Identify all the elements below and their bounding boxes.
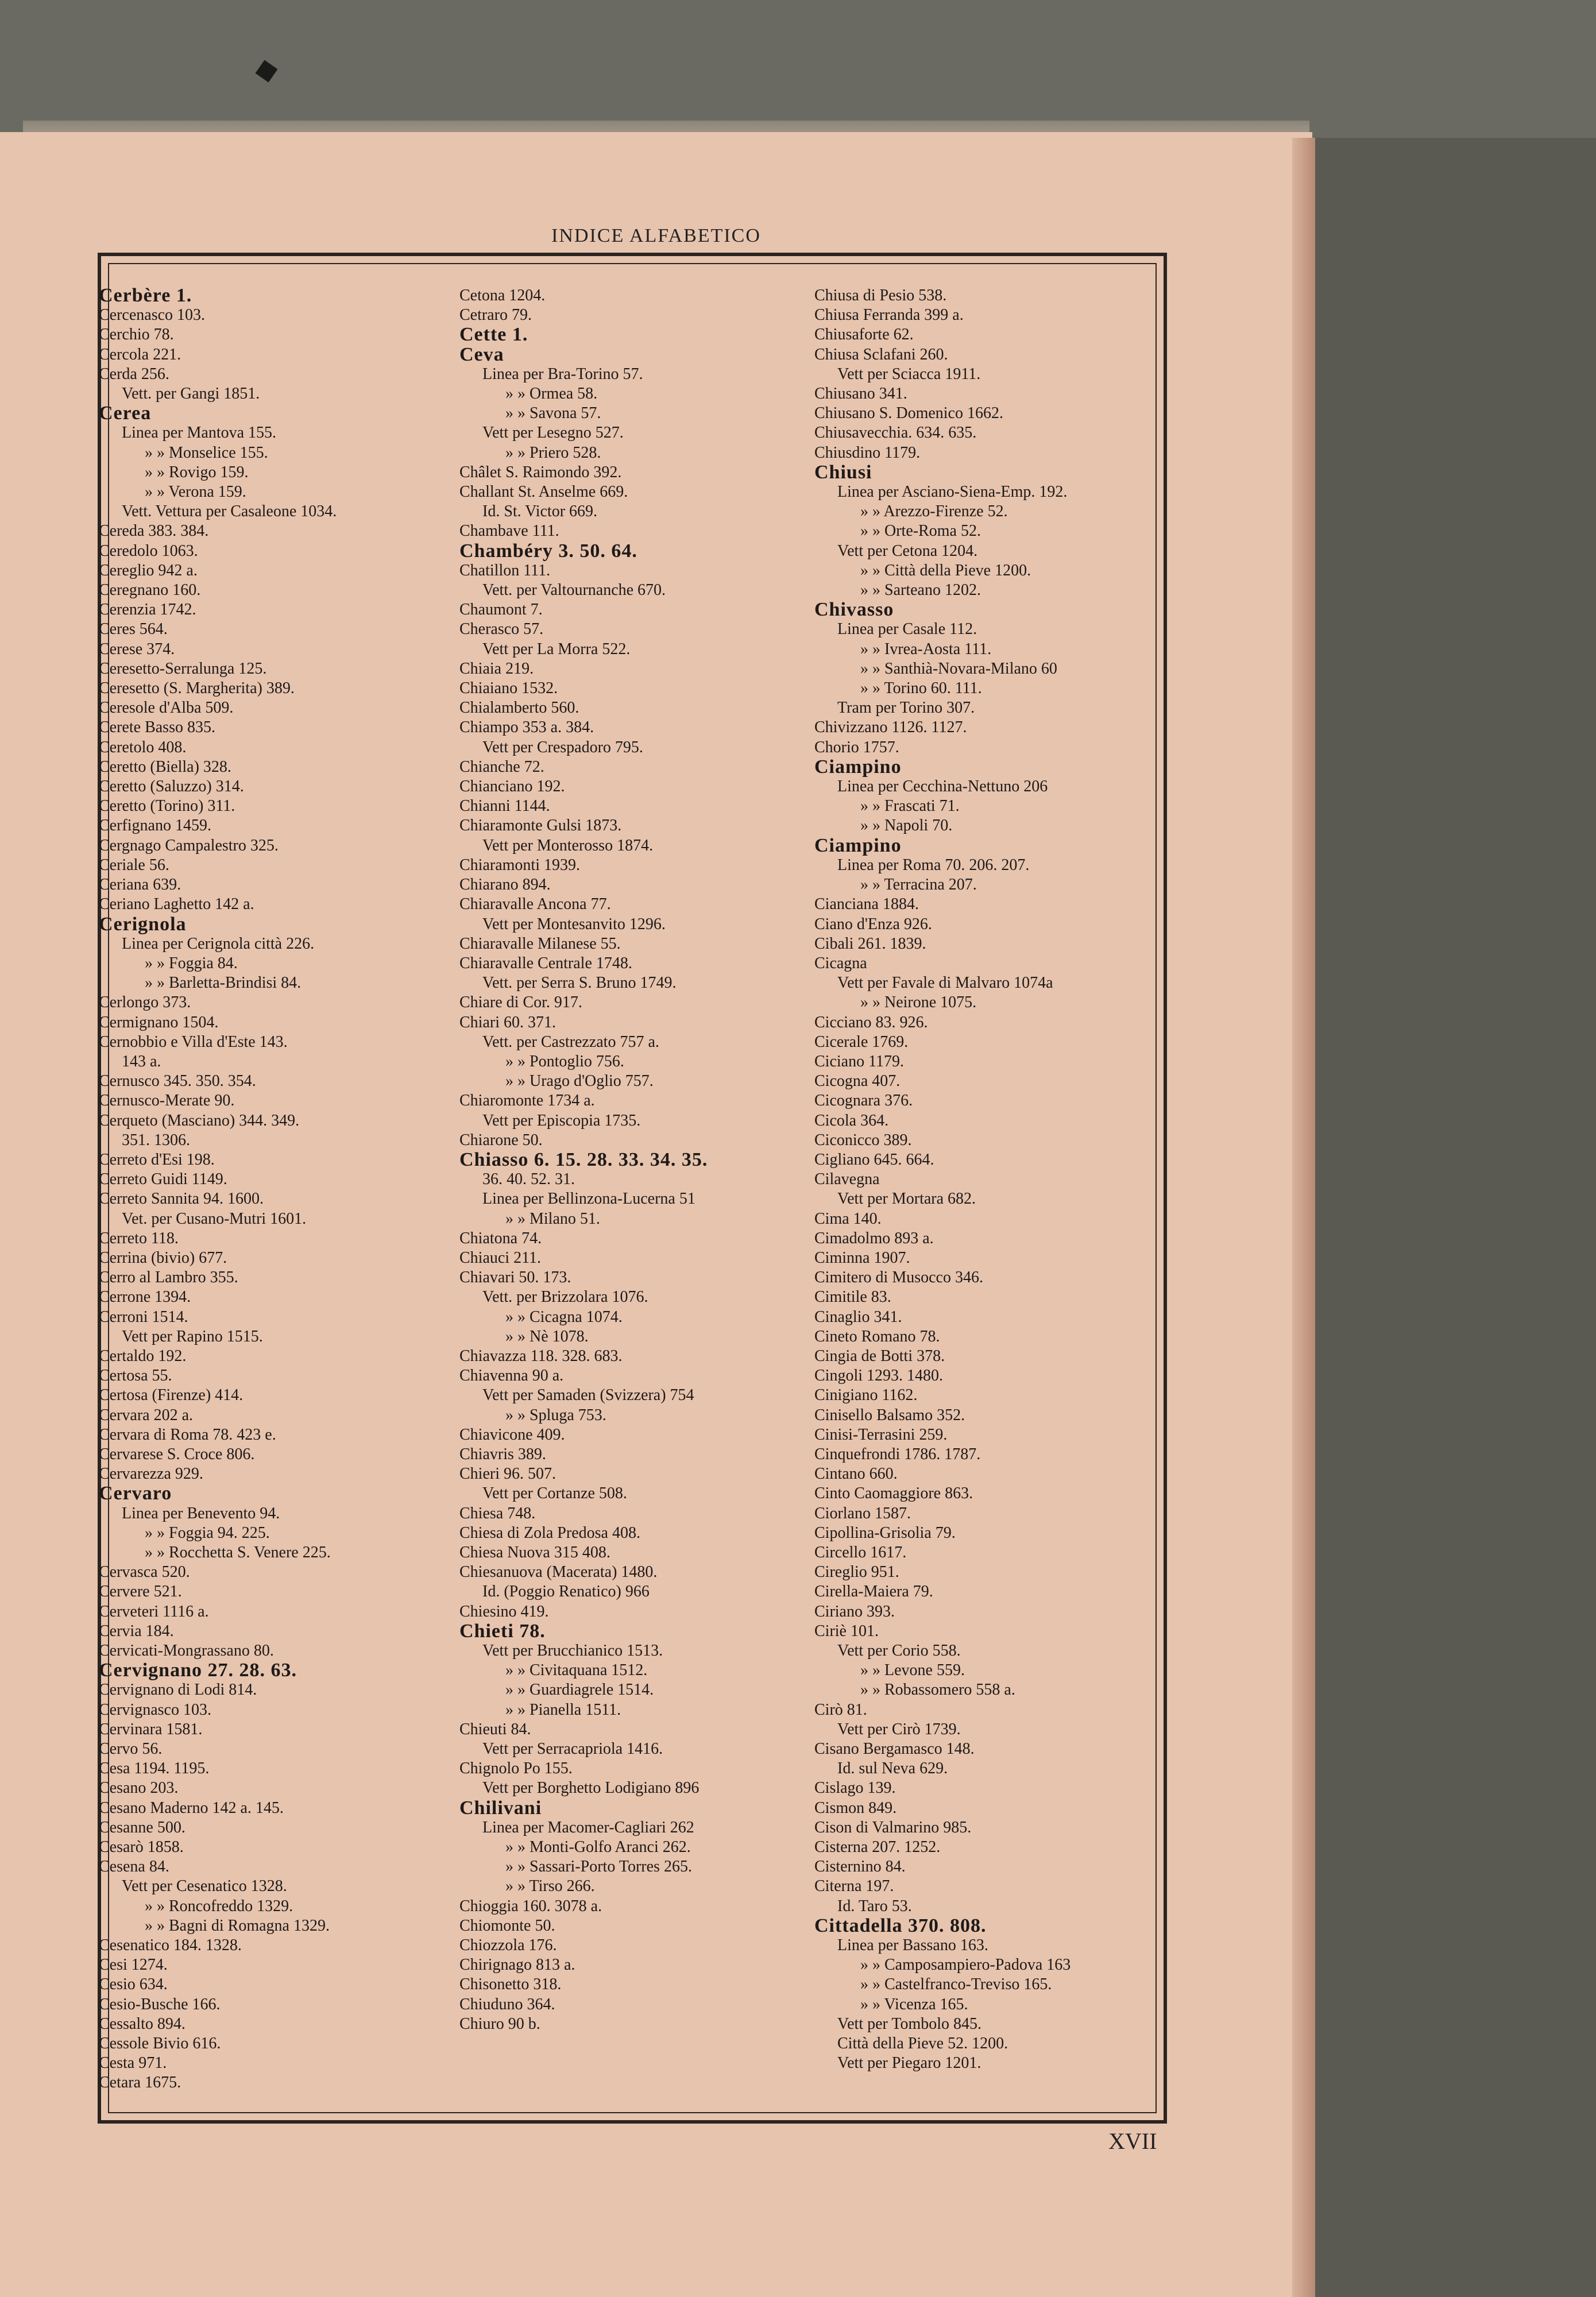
index-entry: Chiare di Cor. 917. [459,993,582,1012]
index-entry: » » Cicagna 1074. [505,1308,623,1326]
index-entry: » » Rocchetta S. Venere 225. [145,1544,331,1561]
index-entry: » » Roncofreddo 1329. [145,1897,293,1915]
index-entry: Vett per Brucchianico 1513. [482,1642,663,1660]
index-entry: Vett per Crespadoro 795. [482,738,643,756]
index-entry: Linea per Bra-Torino 57. [482,365,643,383]
index-entry: Ciano d'Enza 926. [814,915,932,933]
index-entry: Cicola 364. [814,1111,889,1130]
index-entry: Cinigiano 1162. [814,1386,918,1405]
index-entry: Chiarano 894. [459,876,551,894]
index-entry: Cervia 184. [99,1622,174,1640]
index-entry: Chianche 72. [459,757,544,776]
index-entry: Id. sul Neva 629. [837,1760,948,1778]
index-entry: Ceretto (Torino) 311. [99,797,235,815]
index-entry: Ceretto (Saluzzo) 314. [99,778,244,796]
index-entry: Vett per Favale di Malvaro 1074a [837,974,1053,992]
index-entry: Cipollina-Grisolia 79. [814,1523,956,1542]
index-heading: Chivasso [814,600,894,620]
index-entry: » » Bagni di Romagna 1329. [145,1916,330,1935]
index-entry: 351. 1306. [122,1131,190,1149]
index-heading: Cerbère 1. [99,286,192,306]
index-entry: Id. St. Victor 669. [482,502,598,521]
index-entry: Cerreto Guidi 1149. [99,1170,227,1189]
index-entry: Vett per Episcopia 1735. [482,1111,641,1130]
index-entry: Cesenatico 184. 1328. [99,1936,242,1955]
index-entry: Cereda 383. 384. [99,522,209,540]
index-entry: » » Urago d'Oglio 757. [505,1072,654,1091]
index-entry: Vett per Cesenatico 1328. [122,1877,287,1896]
index-entry: Cerete Basso 835. [99,718,215,737]
index-entry: Cerroni 1514. [99,1308,188,1326]
index-entry: Chiauci 211. [459,1248,542,1267]
index-entry: Cervo 56. [99,1740,163,1758]
index-entry: Cicciano 83. 926. [814,1013,928,1031]
index-entry: Cicerale 1769. [814,1033,909,1051]
index-entry: Cermignano 1504. [99,1013,219,1031]
index-entry: Certosa (Firenze) 414. [99,1386,244,1405]
index-column-1 [99,286,426,2093]
index-entry: Cervasca 520. [99,1563,190,1581]
index-entry: Vett per Montesanvito 1296. [482,915,666,933]
index-entry: » » Castelfranco-Treviso 165. [860,1975,1052,1994]
index-heading: Chilivani [459,1798,542,1818]
index-entry: Cicogna 407. [814,1072,901,1091]
index-entry: » » Arezzo-Firenze 52. [860,502,1008,521]
index-entry: 36. 40. 52. 31. [482,1170,575,1189]
index-entry: » » Camposampiero-Padova 163 [860,1956,1071,1974]
index-entry: » » Foggia 94. 225. [145,1523,270,1542]
index-entry: Linea per Bassano 163. [837,1936,988,1955]
index-entry: Vett per La Morra 522. [482,640,631,658]
index-entry: Linea per Bellinzona-Lucerna 51 [482,1190,695,1208]
index-entry: Chieri 96. 507. [459,1465,556,1483]
index-entry: Cesanne 500. [99,1818,186,1836]
index-entry: Chianciano 192. [459,778,565,796]
index-entry: Vett per Piegaro 1201. [837,2054,981,2072]
index-entry: Cesano 203. [99,1779,179,1797]
index-entry: Cerda 256. [99,365,169,383]
index-entry: Ceriano Laghetto 142 a. [99,895,254,914]
index-entry: Cetona 1204. [459,287,546,304]
index-entry: Ciminna 1907. [814,1248,910,1267]
index-entry: » » Sarteano 1202. [860,581,981,600]
index-entry: Ceresetto (S. Margherita) 389. [99,679,295,698]
index-entry: » » Terracina 207. [860,876,977,894]
index-entry: Linea per Benevento 94. [122,1504,280,1522]
index-entry: Cerqueto (Masciano) 344. 349. [99,1111,300,1130]
index-entry: Chiesino 419. [459,1602,549,1621]
index-entry: Cetara 1675. [99,2074,181,2092]
index-entry: Linea per Cecchina-Nettuno 206 [837,778,1048,796]
page-header: INDICE ALFABETICO [551,225,761,246]
index-entry: Città della Pieve 52. 1200. [837,2035,1008,2053]
index-entry: Chignolo Po 155. [459,1760,573,1778]
index-entry: Cesano Maderno 142 a. 145. [99,1799,284,1817]
index-entry: Cernusco 345. 350. 354. [99,1072,256,1091]
index-column-3 [814,286,1142,2073]
index-entry: Cervicati-Mongrassano 80. [99,1642,274,1660]
index-heading: Ceva [459,345,504,365]
index-entry: Chiaravalle Milanese 55. [459,934,621,953]
index-entry: Vett per Serracapriola 1416. [482,1740,663,1758]
index-entry: Chiozzola 176. [459,1936,557,1955]
index-heading: Ciampino [814,836,902,856]
index-entry: » » Neirone 1075. [860,993,977,1012]
page-edge [1292,138,1315,2297]
index-entry: Ceretto (Biella) 328. [99,757,231,776]
index-entry: Chiusdino 1179. [814,443,921,462]
page-number: XVII [1108,2128,1157,2154]
index-entry: Cisternino 84. [814,1858,906,1876]
index-entry: Chiusavecchia. 634. 635. [814,424,977,442]
index-entry: Ciciano 1179. [814,1052,905,1070]
index-entry: Linea per Asciano-Siena-Emp. 192. [837,483,1068,501]
index-entry: Ceres 564. [99,620,168,639]
index-entry: Cilavegna [814,1170,880,1189]
index-entry: Châlet S. Raimondo 392. [459,463,622,481]
index-entry: Linea per Casale 112. [837,620,977,639]
index-heading: Cervignano 27. 28. 63. [99,1661,297,1681]
index-entry: Cesta 971. [99,2054,167,2072]
index-entry: Challant St. Anselme 669. [459,483,628,501]
index-entry: » » Nè 1078. [505,1327,589,1345]
index-entry: Chiaiano 1532. [459,679,558,698]
index-entry: Cervara di Roma 78. 423 e. [99,1425,276,1444]
index-entry: » » Vicenza 165. [860,1995,968,2013]
index-entry: Ceresole d'Alba 509. [99,699,234,717]
index-entry: Vett. per Serra S. Bruno 1749. [482,974,677,992]
index-entry: Chiampo 353 a. 384. [459,718,594,737]
index-entry: Cima 140. [814,1209,882,1228]
index-entry: » » Foggia 84. [145,954,238,972]
index-entry: Cerlongo 373. [99,993,191,1012]
index-entry: Vett per Samaden (Svizzera) 754 [482,1386,694,1405]
index-heading: Chiasso 6. 15. 28. 33. 34. 35. [459,1150,708,1170]
index-entry: Cerese 374. [99,640,175,658]
index-entry: Cernusco-Merate 90. [99,1092,235,1110]
index-entry: » » Tirso 266. [505,1877,595,1896]
index-entry: Vett. per Brizzolara 1076. [482,1288,648,1306]
index-entry: Chiesa 748. [459,1504,536,1522]
index-entry: Cesarò 1858. [99,1838,184,1857]
index-entry: Chiusaforte 62. [814,326,914,344]
index-entry: Cereglio 942 a. [99,561,198,579]
index-entry: Ceriale 56. [99,856,169,874]
index-entry: Cingia de Botti 378. [814,1347,945,1365]
index-entry: Cicagna [814,954,867,972]
index-entry: Cisano Bergamasco 148. [814,1740,975,1758]
index-entry: Id. Taro 53. [837,1897,912,1915]
index-entry: Chirignago 813 a. [459,1956,575,1974]
index-heading: Chambéry 3. 50. 64. [459,541,637,561]
index-entry: » » Savona 57. [505,404,601,423]
index-entry: » » Pontoglio 756. [505,1052,624,1070]
index-entry: Ceretolo 408. [99,738,187,756]
index-entry: Ceresetto-Serralunga 125. [99,659,267,678]
index-entry: Chambave 111. [459,522,559,540]
index-entry: Cesi 1274. [99,1956,168,1974]
index-entry: Linea per Mantova 155. [122,424,277,442]
index-entry: Vett per Lesegno 527. [482,424,624,442]
index-entry: Tram per Torino 307. [837,699,975,717]
index-entry: Cerreto Sannita 94. 1600. [99,1190,264,1208]
index-entry: Cimitile 83. [814,1288,891,1306]
index-entry: Cinisello Balsamo 352. [814,1406,965,1424]
index-entry: Vett. per Castrezzato 757 a. [482,1033,659,1051]
index-entry: Cervignasco 103. [99,1700,211,1719]
index-entry: Cicognara 376. [814,1092,913,1110]
index-entry: Vett per Cirò 1739. [837,1720,961,1738]
index-entry: Chorio 1757. [814,738,899,756]
index-entry: Vett per Sciacca 1911. [837,365,981,383]
index-entry: Cerreto 118. [99,1229,179,1247]
index-column-2 [459,286,787,2034]
index-entry: Id. (Poggio Renatico) 966 [482,1583,650,1601]
index-heading: Cittadella 370. 808. [814,1916,987,1936]
index-entry: Cerro al Lambro 355. [99,1269,238,1287]
index-entry: » » Rovigo 159. [145,463,249,481]
index-entry: Chiaromonte 1734 a. [459,1092,595,1110]
index-entry: » » Frascati 71. [860,797,960,815]
index-entry: Cigliano 645. 664. [814,1150,934,1169]
index-entry: Cervarezza 929. [99,1465,203,1483]
index-entry: Cianciana 1884. [814,895,919,914]
index-entry: Cislago 139. [814,1779,896,1797]
index-entry: Linea per Cerignola città 226. [122,934,315,953]
index-entry: Chiavari 50. 173. [459,1269,571,1287]
index-entry: Cesio 634. [99,1975,168,1994]
index-entry: Cerrina (bivio) 677. [99,1248,227,1267]
index-entry: Cernobbio e Villa d'Este 143. [99,1033,288,1051]
index-entry: » » Spluga 753. [505,1406,606,1424]
index-entry: Cinisi-Terrasini 259. [814,1425,948,1444]
index-entry: Cimadolmo 893 a. [814,1229,934,1247]
index-entry: Vett. Vettura per Casaleone 1034. [122,502,337,521]
index-entry: Chieuti 84. [459,1720,531,1738]
index-entry: Cerenzia 1742. [99,601,196,619]
index-entry: Chiusa Ferranda 399 a. [814,306,964,324]
index-heading: Chieti 78. [459,1621,546,1642]
index-entry: Vett per Corio 558. [837,1642,961,1660]
index-entry: Cervarese S. Croce 806. [99,1445,255,1463]
index-entry: Chiari 60. 371. [459,1013,556,1031]
index-heading: Chiusi [814,462,872,483]
index-heading: Cerea [99,404,152,424]
index-entry: Citerna 197. [814,1877,894,1896]
index-entry: Chiusa di Pesio 538. [814,287,947,304]
index-entry: » » Priero 528. [505,443,601,462]
index-entry: Cibali 261. 1839. [814,934,926,953]
index-entry: » » Guardiagrele 1514. [505,1681,654,1699]
index-entry: » » Napoli 70. [860,817,953,835]
index-entry: Chiaramonti 1939. [459,856,580,874]
index-entry: Cercola 221. [99,345,181,364]
index-entry: Chiaia 219. [459,659,534,678]
index-heading: Cervaro [99,1484,172,1504]
index-entry: Cinaglio 341. [814,1308,902,1326]
index-entry: Linea per Macomer-Cagliari 262 [482,1818,694,1836]
index-entry: Vett per Monterosso 1874. [482,836,654,854]
index-entry: Cesena 84. [99,1858,169,1876]
index-entry: Chiavris 389. [459,1445,546,1463]
index-entry: Certaldo 192. [99,1347,187,1365]
index-entry: Cisterna 207. 1252. [814,1838,941,1857]
index-entry: Chisonetto 318. [459,1975,562,1994]
index-entry: Chiesa di Zola Predosa 408. [459,1523,640,1542]
index-entry: » » Orte-Roma 52. [860,522,981,540]
index-entry: Cintano 660. [814,1465,898,1483]
index-entry: Chiatona 74. [459,1229,542,1247]
index-entry: Vet. per Cusano-Mutri 1601. [122,1209,307,1228]
index-entry: » » Torino 60. 111. [860,679,982,698]
index-entry: Cervere 521. [99,1583,182,1601]
index-entry: Vett per Cortanze 508. [482,1484,627,1503]
index-entry: Chiavicone 409. [459,1425,565,1444]
index-entry: Chaumont 7. [459,601,543,619]
index-entry: Chiaravalle Centrale 1748. [459,954,632,972]
index-entry: Ciriè 101. [814,1622,879,1640]
index-entry: Ceredolo 1063. [99,542,198,560]
index-entry: » » Monti-Golfo Aranci 262. [505,1838,691,1857]
index-entry: Chialamberto 560. [459,699,579,717]
background-top [0,0,1596,138]
index-entry: » » Santhià-Novara-Milano 60 [860,659,1057,678]
index-entry: Chiesanuova (Macerata) 1480. [459,1563,658,1581]
index-entry: Cessole Bivio 616. [99,2035,221,2053]
index-entry: Chiuduno 364. [459,1995,555,2013]
index-entry: Chiomonte 50. [459,1916,555,1935]
index-entry: » » Barletta-Brindisi 84. [145,974,302,992]
index-entry: Cirella-Maiera 79. [814,1583,933,1601]
index-heading: Cerignola [99,914,187,934]
index-entry: Certosa 55. [99,1367,172,1385]
index-entry: Chiarone 50. [459,1131,543,1149]
index-entry: Linea per Roma 70. 206. 207. [837,856,1030,874]
index-entry: Ceriana 639. [99,876,181,894]
index-entry: » » Robassomero 558 a. [860,1681,1015,1699]
index-entry: Chioggia 160. 3078 a. [459,1897,602,1915]
index-entry: Vett per Cetona 1204. [837,542,978,560]
index-entry: Vett. per Valtournanche 670. [482,581,666,600]
index-entry: Vett. per Gangi 1851. [122,385,260,403]
index-entry: Cinquefrondi 1786. 1787. [814,1445,981,1463]
index-entry: Vett per Mortara 682. [837,1190,976,1208]
index-entry: Cervara 202 a. [99,1406,194,1424]
index-entry: » » Milano 51. [505,1209,600,1228]
index-entry: » » Civitaquana 1512. [505,1661,648,1680]
index-entry: » » Sassari-Porto Torres 265. [505,1858,692,1876]
index-entry: Ciorlano 1587. [814,1504,911,1522]
index-entry: Cetraro 79. [459,306,532,324]
index-entry: Vett per Rapino 1515. [122,1327,263,1345]
index-entry: Cervignano di Lodi 814. [99,1681,257,1699]
index-entry: Ceregnano 160. [99,581,201,600]
index-entry: Cherasco 57. [459,620,544,639]
index-entry: Chiaravalle Ancona 77. [459,895,611,914]
index-entry: Chiuro 90 b. [459,2014,540,2033]
index-entry: » » Pianella 1511. [505,1700,621,1719]
index-entry: Cercenasco 103. [99,306,206,324]
index-heading: Ciampino [814,757,902,778]
index-entry: » » Ivrea-Aosta 111. [860,640,992,658]
index-entry: Chiaramonte Gulsi 1873. [459,817,622,835]
index-entry: Chiavazza 118. 328. 683. [459,1347,623,1365]
index-entry: Cesa 1194. 1195. [99,1760,210,1778]
index-entry: Chiusano S. Domenico 1662. [814,404,1003,423]
index-heading: Cette 1. [459,325,528,345]
index-entry: Cingoli 1293. 1480. [814,1367,944,1385]
index-entry: Ciriano 393. [814,1602,895,1621]
index-entry: Vett per Borghetto Lodigiano 896 [482,1779,700,1797]
index-entry: Cineto Romano 78. [814,1327,940,1345]
index-entry: Cessalto 894. [99,2014,186,2033]
index-entry: » » Ormea 58. [505,385,598,403]
index-entry: Cirò 81. [814,1700,867,1719]
index-entry: Cervinara 1581. [99,1720,203,1738]
index-entry: Cimitero di Musocco 346. [814,1269,983,1287]
index-entry: » » Monselice 155. [145,443,268,462]
index-entry: 143 a. [122,1052,161,1070]
index-entry: Cerchio 78. [99,326,174,344]
index-entry: Cerveteri 1116 a. [99,1602,209,1621]
index-entry: Ciconicco 389. [814,1131,912,1149]
index-entry: Vett per Tombolo 845. [837,2014,982,2033]
index-entry: Circello 1617. [814,1544,907,1561]
index-entry: Cerfignano 1459. [99,817,211,835]
index-entry: Chivizzano 1126. 1127. [814,718,967,737]
index-entry: » » Levone 559. [860,1661,965,1680]
index-entry: Cergnago Campalestro 325. [99,836,279,854]
index-entry: » » Verona 159. [145,483,246,501]
index-entry: Chiusa Sclafani 260. [814,345,948,364]
index-entry: Cerrone 1394. [99,1288,191,1306]
index-entry: Cinto Caomaggiore 863. [814,1484,973,1503]
index-entry: Cerreto d'Esi 198. [99,1150,215,1169]
index-entry: Chiavenna 90 a. [459,1367,564,1385]
index-entry: Cireglio 951. [814,1563,899,1581]
index-entry: Chiesa Nuova 315 408. [459,1544,610,1561]
index-entry: Chiusano 341. [814,385,907,403]
index-entry: Cison di Valmarino 985. [814,1818,972,1836]
index-entry: Chianni 1144. [459,797,550,815]
index-entry: Cesio-Busche 166. [99,1995,221,2013]
index-entry: Chatillon 111. [459,561,551,579]
index-entry: Cismon 849. [814,1799,897,1817]
index-entry: » » Città della Pieve 1200. [860,561,1031,579]
